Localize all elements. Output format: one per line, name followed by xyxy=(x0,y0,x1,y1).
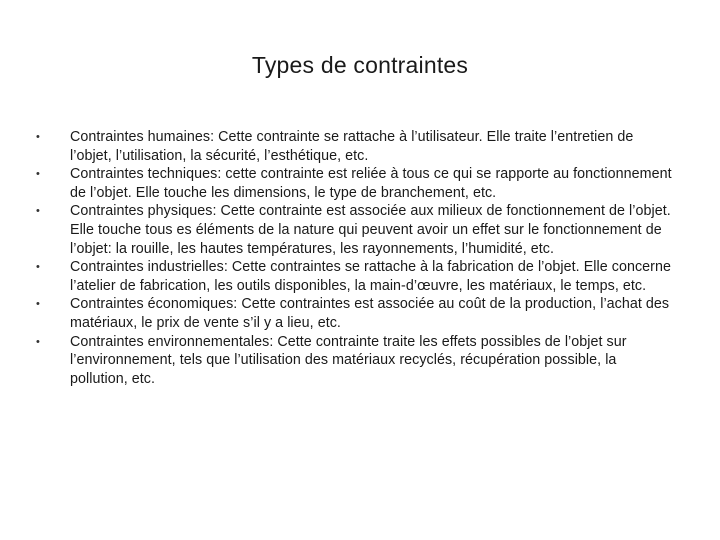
bullet-item-physiques xyxy=(36,202,676,258)
bullet-dot-icon: • xyxy=(36,168,40,181)
bullet-item-environnementales xyxy=(36,333,676,389)
bullet-text: Contraintes physiques: Cette contrainte est associée aux milieux de fonctionnement de l’objet. Elle touche tous es éléments de la nature qui peuvent avoir un effet sur le fonctionnement de l’objet: la rouille, les hautes températures, les rayonnements, l’humidité, etc. xyxy=(70,203,671,257)
bullet-item-techniques xyxy=(36,165,676,202)
bullet-dot-icon: • xyxy=(36,261,40,274)
bullet-dot-icon: • xyxy=(36,205,40,218)
bullet-text: Contraintes humaines: Cette contrainte se rattache à l’utilisateur. Elle traite l’entretien de l’objet, l’utilisation, la sécurité, l’esthétique, etc. xyxy=(70,129,634,164)
bullet-text: Contraintes techniques: cette contrainte est reliée à tous ce qui se rapporte au fonctionnement de l’objet. Elle touche les dimensions, le type de branchement, etc. xyxy=(70,166,672,201)
bullet-list xyxy=(36,128,676,388)
bullet-dot-icon: • xyxy=(36,131,40,143)
bullet-dot-icon: • xyxy=(36,335,40,348)
bullet-text: Contraintes économiques: Cette contraintes est associée au coût de la production, l’achat des matériaux, le prix de vente s’il y a lieu, etc. xyxy=(70,296,670,331)
bullet-text: Contraintes environnementales: Cette contrainte traite les effets possibles de l’objet sur l’environnement, tels que l’utilisation des matériaux recyclés, récupération possible, la pollution, etc. xyxy=(70,333,627,387)
slide-title: Types de contraintes xyxy=(251,52,469,78)
bullet-item-humaines xyxy=(36,128,676,165)
bullet-item-economiques xyxy=(36,295,676,332)
bullet-dot-icon: • xyxy=(36,298,40,311)
bullet-text: Contraintes industrielles: Cette contraintes se rattache à la fabrication de l’objet. Elle concerne l’atelier de fabrication, les outils disponibles, la main-d’œuvre, les matériaux, le temps, etc. xyxy=(70,259,671,294)
bullet-item-industrielles xyxy=(36,258,676,295)
